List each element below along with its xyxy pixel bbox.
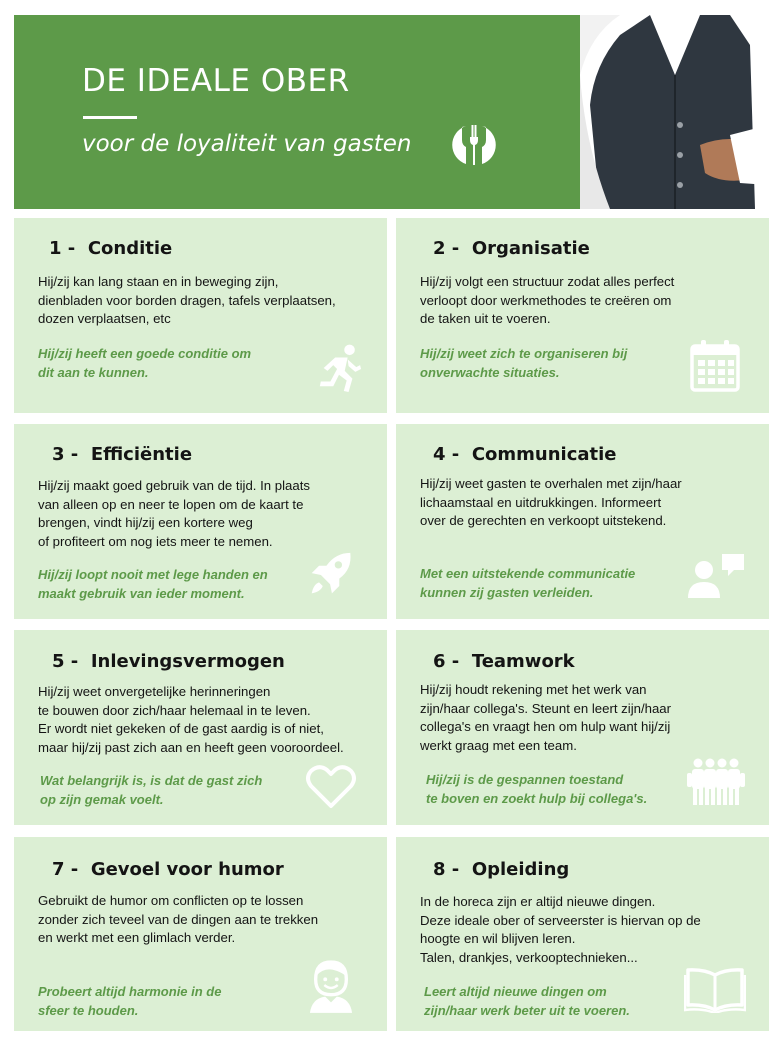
card-title bbox=[433, 238, 590, 259]
card-number: 4 - bbox=[433, 444, 460, 465]
card-heading: Efficiëntie bbox=[90, 444, 193, 465]
card-conditie bbox=[14, 218, 387, 413]
card-title bbox=[52, 859, 284, 880]
card-description: Hij/zij volgt een structuur zodat alles perfect verloopt door werkmethodes te creëren om de taken uit te voeren. bbox=[420, 274, 675, 326]
card-title bbox=[52, 651, 285, 672]
card-heading: Gevoel voor humor bbox=[90, 859, 284, 880]
card-number: 6 - bbox=[433, 651, 460, 672]
card-highlight: Leert altijd nieuwe dingen om zijn/haar werk beter uit te voeren. bbox=[424, 984, 630, 1018]
card-highlight: Met een uitstekende communicatie kunnen zij gasten verleiden. bbox=[420, 566, 636, 600]
card-title bbox=[52, 444, 192, 465]
fork-knife-logo-icon bbox=[452, 123, 496, 167]
card-description: Hij/zij houdt rekening met het werk van zijn/haar collega's. Steunt en leert zijn/haar collega's en vraagt hen om hulp want hij/zij werkt graag met een team. bbox=[420, 682, 672, 753]
card-number: 1 - bbox=[49, 238, 76, 259]
card-efficientie bbox=[14, 424, 387, 619]
running-person-icon bbox=[316, 343, 362, 395]
card-teamwork bbox=[396, 630, 769, 825]
card-organisatie bbox=[396, 218, 769, 413]
card-humor bbox=[14, 837, 387, 1031]
card-description: In de horeca zijn er altijd nieuwe dingen. Deze ideale ober of serveerster is hiervan op de hoogte en wil blijven leren. Talen, drankjes, verkooptechnieken... bbox=[420, 894, 701, 965]
card-number: 8 - bbox=[433, 859, 460, 880]
card-heading: Communicatie bbox=[471, 444, 617, 465]
card-number: 5 - bbox=[52, 651, 79, 672]
rocket-icon bbox=[308, 549, 354, 601]
card-description: Hij/zij weet gasten te overhalen met zijn/haar lichaamstaal en uitdrukkingen. Informeert over de gerechten en verkoopt uitstekend. bbox=[420, 476, 682, 528]
team-icon bbox=[687, 757, 745, 807]
card-highlight: Hij/zij is de gespannen toestand te boven en zoekt hulp bij collega's. bbox=[426, 772, 648, 806]
card-highlight: Hij/zij heeft een goede conditie om dit aan te kunnen. bbox=[38, 346, 252, 380]
card-title bbox=[433, 859, 569, 880]
calendar-icon bbox=[690, 338, 740, 392]
card-inlevingsvermogen bbox=[14, 630, 387, 825]
card-heading: Teamwork bbox=[471, 651, 575, 672]
card-heading: Opleiding bbox=[471, 859, 570, 880]
card-number: 2 - bbox=[433, 238, 460, 259]
card-opleiding bbox=[396, 837, 769, 1031]
title-underline bbox=[83, 116, 137, 119]
smiling-person-icon bbox=[308, 959, 354, 1015]
card-heading: Inlevingsvermogen bbox=[90, 651, 285, 672]
card-description: Hij/zij weet onvergetelijke herinneringen te bouwen door zich/haar helemaal in te leven. Er wordt niet gekeken of de gast aardig is of niet, maar hij/zij past zich aan en heeft geen vooroordeel. bbox=[38, 684, 344, 755]
card-title bbox=[49, 238, 172, 259]
card-title bbox=[433, 444, 617, 465]
card-communicatie bbox=[396, 424, 769, 619]
card-highlight: Probeert altijd harmonie in de sfeer te houden. bbox=[38, 984, 222, 1018]
card-description: Hij/zij kan lang staan en in beweging zijn, dienbladen voor borden dragen, tafels verplaatsen, dozen verplaatsen, etc bbox=[38, 274, 336, 326]
page-title: DE IDEALE OBER bbox=[82, 63, 350, 99]
person-speech-icon bbox=[686, 552, 746, 600]
card-description: Hij/zij maakt goed gebruik van de tijd. In plaats van alleen op en neer te lopen om de kaart te brengen, vindt hij/zij een kortere weg of profiteert om nog iets meer te nemen. bbox=[38, 478, 310, 549]
card-number: 7 - bbox=[52, 859, 79, 880]
header-banner bbox=[14, 15, 769, 209]
card-title bbox=[433, 651, 575, 672]
card-highlight: Hij/zij loopt nooit met lege handen en maakt gebruik van ieder moment. bbox=[38, 567, 268, 601]
open-book-icon bbox=[684, 967, 746, 1013]
heart-icon bbox=[305, 764, 357, 810]
card-description: Gebruikt de humor om conflicten op te lossen zonder zich teveel van de dingen aan te trekken en werkt met een glimlach verder. bbox=[38, 893, 319, 945]
card-highlight: Hij/zij weet zich te organiseren bij onverwachte situaties. bbox=[420, 346, 628, 380]
card-highlight: Wat belangrijk is, is dat de gast zich op zijn gemak voelt. bbox=[40, 773, 263, 807]
card-heading: Conditie bbox=[87, 238, 173, 259]
waiter-photo bbox=[580, 15, 769, 209]
page-subtitle: voor de loyaliteit van gasten bbox=[82, 131, 412, 157]
card-heading: Organisatie bbox=[471, 238, 590, 259]
card-number: 3 - bbox=[52, 444, 79, 465]
